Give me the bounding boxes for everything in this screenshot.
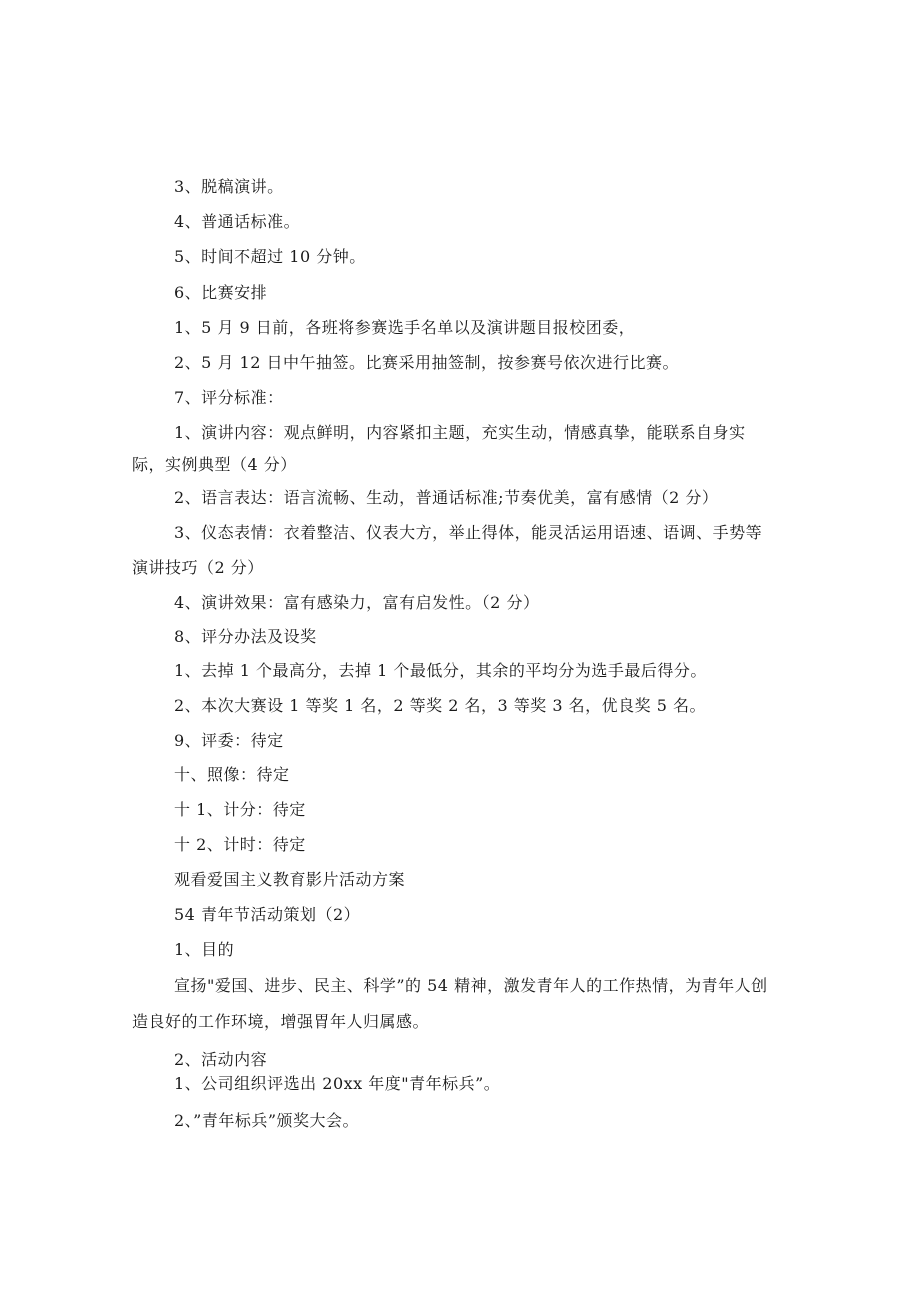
text-line: 9、评委：待定 [174, 731, 284, 750]
section-heading: 8、评分办法及设奖 [174, 627, 317, 646]
text-line-continued: 演讲技巧（2 分） [132, 558, 264, 577]
text-line-continued: 造良好的工作环境，增强胃年人归属感。 [132, 1012, 430, 1031]
section-heading: 6、比赛安排 [174, 283, 268, 302]
section-title: 54 青年节活动策划（2） [174, 905, 361, 924]
text-line: 1、去掉 1 个最高分，去掉 1 个最低分，其余的平均分为选手最后得分。 [174, 661, 707, 680]
section-heading: 2、活动内容 [174, 1050, 268, 1069]
section-heading: 1、目的 [174, 940, 235, 959]
text-line: 1、5 月 9 日前，各班将参赛选手名单以及演讲题目报校团委， [174, 318, 636, 337]
section-title: 观看爱国主义教育影片活动方案 [174, 870, 406, 889]
text-line: 4、普通话标准。 [174, 212, 301, 231]
text-line: 5、时间不超过 10 分钟。 [174, 247, 366, 266]
text-line: 十、照像：待定 [174, 765, 290, 784]
text-line: 宣扬"爱国、进步、民主、科学”的 54 精神，激发青年人的工作热情，为青年人创 [174, 976, 768, 995]
text-line: 2、本次大赛设 1 等奖 1 名，2 等奖 2 名，3 等奖 3 名，优良奖 5 名。 [174, 696, 706, 715]
section-heading: 7、评分标准： [174, 388, 284, 407]
text-line: 2、”青年标兵”颁奖大会。 [174, 1111, 360, 1130]
text-line-continued: 际，实例典型（4 分） [132, 455, 297, 474]
text-line: 十 1、计分：待定 [174, 800, 306, 819]
text-line: 1、公司组织评选出 20xx 年度"青年标兵”。 [174, 1074, 501, 1093]
text-line: 2、语言表达：语言流畅、生动，普通话标准;节奏优美，富有感情（2 分） [174, 488, 719, 507]
text-line: 3、仪态表情：衣着整洁、仪表大方，举止得体，能灵活运用语速、语调、手势等 [174, 523, 763, 542]
text-line: 3、脱稿演讲。 [174, 177, 284, 196]
text-line: 4、演讲效果：富有感染力，富有启发性。（2 分） [174, 593, 540, 612]
text-line: 2、5 月 12 日中午抽签。比赛采用抽签制，按参赛号依次进行比赛。 [174, 353, 679, 372]
text-line: 1、演讲内容：观点鲜明，内容紧扣主题，充实生动，情感真挚，能联系自身实 [174, 423, 746, 442]
text-line: 十 2、计时：待定 [174, 835, 306, 854]
